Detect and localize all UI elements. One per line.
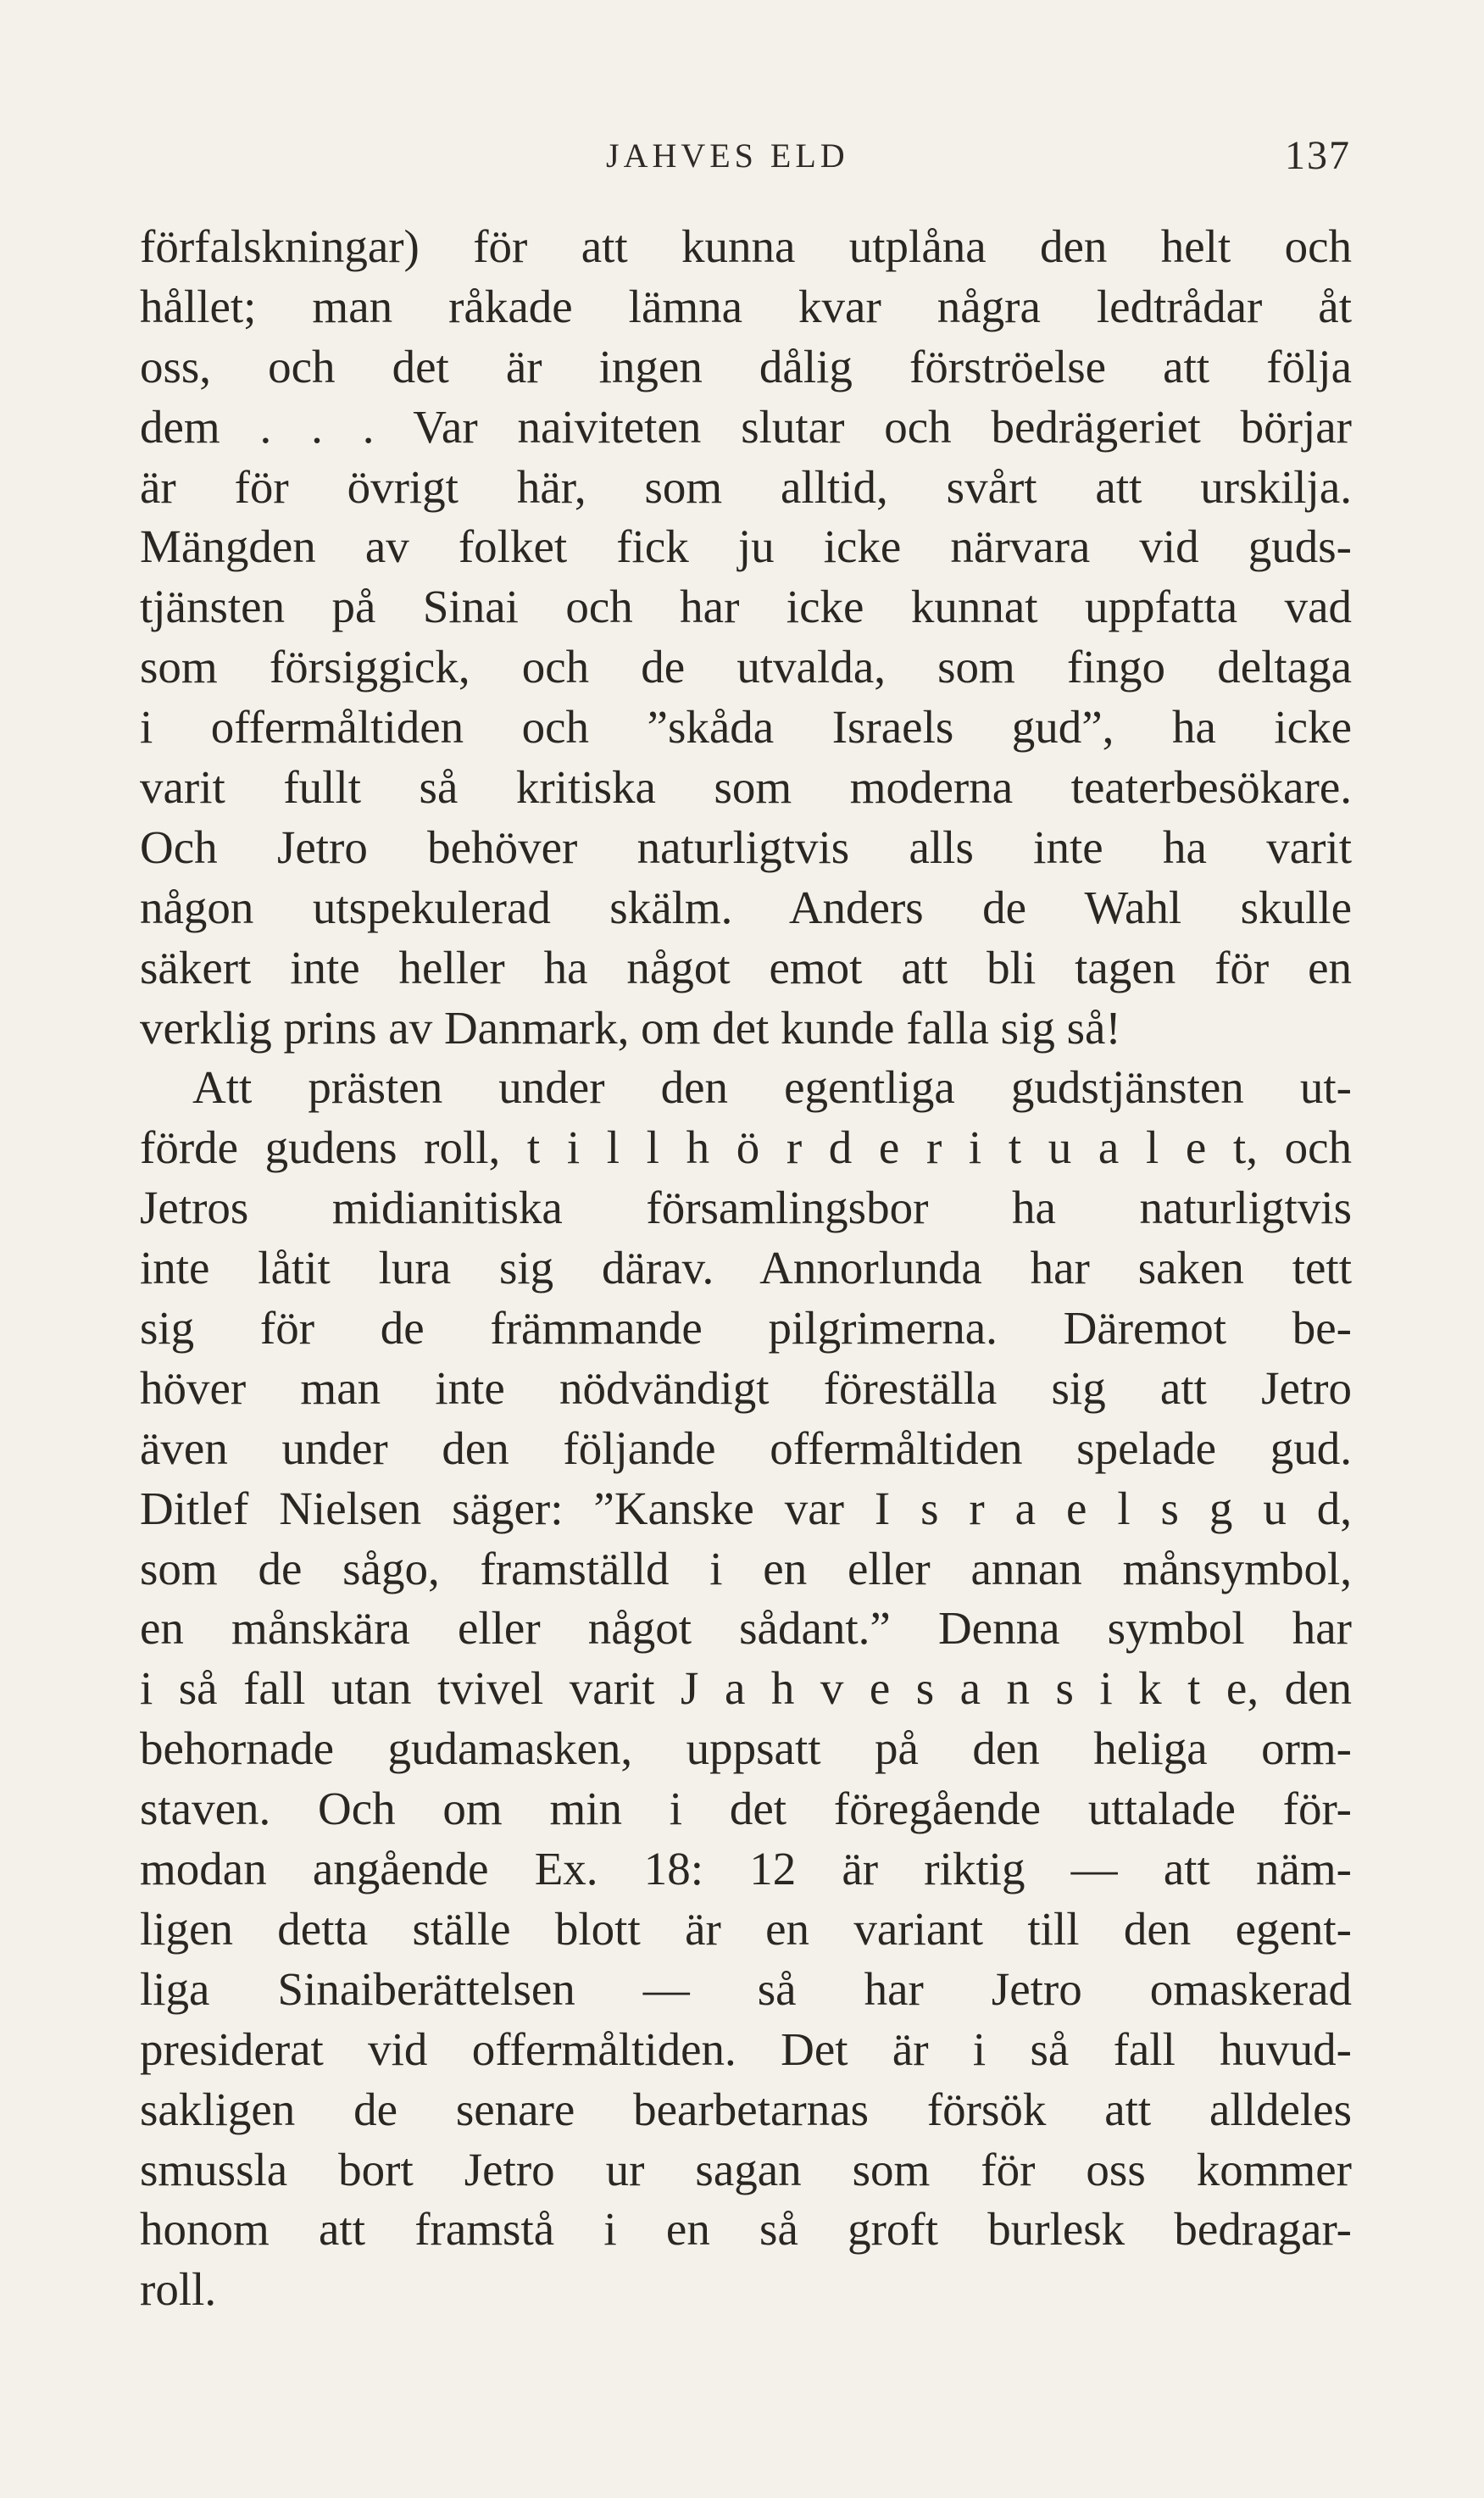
text-line: smussla bort Jetro ur sagan som för oss kommer [140,2143,1352,2195]
text-line: Mängden av folket fick ju icke närvara vid guds- [140,520,1352,573]
text-line: sakligen de senare bearbetarnas försök att alldeles [140,2083,1352,2135]
text-line: inte låtit lura sig därav. Annorlunda har saken tett [140,1242,1352,1294]
text-line: som försiggick, och de utvalda, som fingo deltaga [140,641,1352,693]
text-line: tjänsten på Sinai och har icke kunnat uppfatta vad [140,581,1352,633]
text-line: Ditlef Nielsen säger: ”Kanske var I s r a e l s g u d, [140,1482,1352,1534]
text-line: förde gudens roll, t i l l h ö r d e r i t u a l e t, och [140,1121,1352,1174]
paragraph-start-line: Att prästen under den egentliga gudstjänsten ut- [192,1061,1352,1114]
text-line: verklig prins av Danmark, om det kunde falla sig så! [140,1001,1121,1054]
text-line: i så fall utan tvivel varit J a h v e s a n s i k t e, den [140,1662,1352,1715]
text-line: dem . . . Var naiviteten slutar och bedrägeriet börjar [140,400,1352,453]
text-line: roll. [140,2263,217,2316]
text-line: behornade gudamasken, uppsatt på den heliga orm- [140,1722,1352,1775]
text-line: Jetros midianitiska församlingsbor ha naturligtvis [140,1182,1352,1234]
text-line: presiderat vid offermåltiden. Det är i så fall huvud- [140,2022,1352,2075]
body-text [140,217,1352,2320]
text-line: ligen detta ställe blott är en variant till den egent- [140,1902,1352,1955]
text-line: som de sågo, framställd i en eller annan månsymbol, [140,1542,1352,1594]
text-line: höver man inte nödvändigt föreställa sig att Jetro [140,1361,1352,1414]
page-number: 137 [1285,133,1351,178]
text-line: en månskära eller något sådant.” Denna symbol har [140,1602,1352,1655]
text-line: varit fullt så kritiska som moderna teaterbesökare. [140,761,1352,814]
text-line: modan angående Ex. 18: 12 är riktig — att näm- [140,1843,1352,1895]
running-head [0,127,1484,178]
text-line: förfalskningar) för att kunna utplåna den helt och [140,220,1352,272]
text-line: även under den följande offermåltiden spelade gud. [140,1421,1352,1474]
text-line: Och Jetro behöver naturligtvis alls inte ha varit [140,821,1352,873]
text-line: säkert inte heller ha något emot att bli tagen för en [140,941,1352,993]
text-line: hållet; man råkade lämna kvar några ledtrådar åt [140,280,1352,332]
text-line: honom att framstå i en så groft burlesk bedragar- [140,2203,1352,2256]
text-line: i offermåltiden och ”skåda Israels gud”, ha icke [140,701,1352,754]
running-title: JAHVES ELD [606,136,849,175]
text-line: sig för de främmande pilgrimerna. Däremot be- [140,1302,1352,1355]
text-line: staven. Och om min i det föregående uttalade för- [140,1783,1352,1835]
text-line: är för övrigt här, som alltid, svårt att urskilja. [140,460,1352,513]
text-line: oss, och det är ingen dålig förströelse att följa [140,340,1352,392]
text-line: någon utspekulerad skälm. Anders de Wahl skulle [140,881,1352,933]
text-line: liga Sinaiberättelsen — så har Jetro omaskerad [140,1962,1352,2015]
